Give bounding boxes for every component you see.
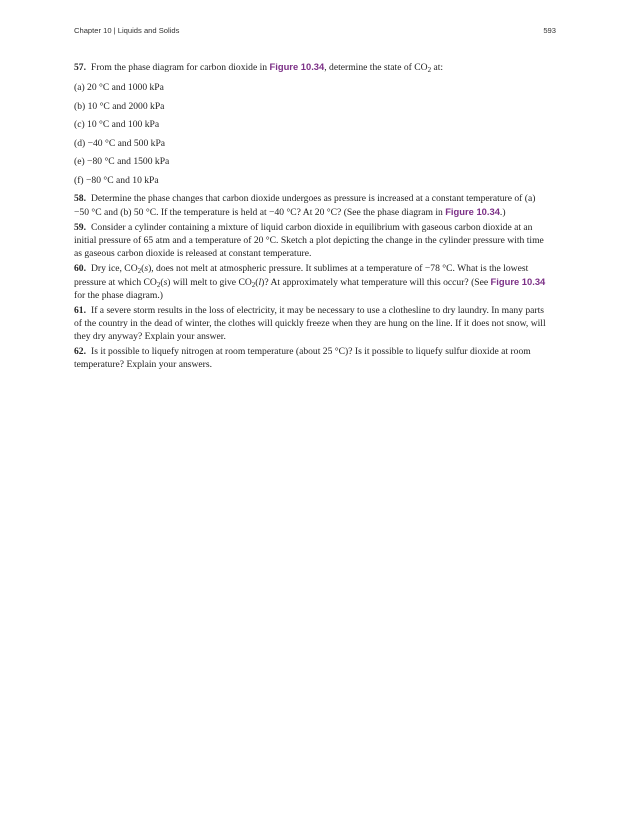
question-number: 62. [74, 346, 86, 357]
subscript: 2 [156, 281, 161, 289]
question-text: ) will melt to give CO [167, 277, 252, 288]
figure-link[interactable]: Figure 10.34 [269, 61, 325, 72]
question-61 [74, 304, 552, 343]
question-57-part-a: (a) 20 °C and 1000 kPa [74, 82, 164, 93]
question-text: for the phase diagram.) [74, 290, 163, 301]
question-57-part-e: (e) −80 °C and 1500 kPa [74, 156, 170, 167]
question-58 [74, 192, 552, 219]
state-symbol: s [163, 277, 168, 288]
page-number: 593 [543, 26, 556, 35]
page-content [74, 60, 552, 373]
state-symbol: l [258, 277, 262, 288]
chapter-title: Chapter 10 | Liquids and Solids [74, 26, 180, 35]
figure-link[interactable]: Figure 10.34 [445, 206, 500, 217]
question-57 [74, 60, 552, 74]
question-number: 58. [74, 193, 86, 204]
question-57-part-c: (c) 10 °C and 100 kPa [74, 119, 160, 130]
question-62 [74, 345, 552, 371]
question-59 [74, 221, 552, 260]
question-text: If a severe storm results in the loss of electricity, it may be necessary to use a clothesline to dry laundry. In many parts of the country in the dead of winter, the clothes will quickly freeze when they are hung on the line. If it does not snow, will they dry anyway? Explain your answer. [74, 305, 546, 342]
state-symbol: s [144, 263, 149, 274]
question-text: ( [255, 277, 259, 288]
figure-link[interactable]: Figure 10.34 [490, 276, 546, 287]
question-text: Is it possible to liquefy nitrogen at room temperature (about 25 °C)? Is it possible to liquefy sulfur dioxide at room temperature? Explain your answers. [74, 346, 531, 370]
question-57-part-f: (f) −80 °C and 10 kPa [74, 174, 159, 186]
question-text: Consider a cylinder containing a mixture of liquid carbon dioxide in equilibrium with gaseous carbon dioxide at an initial pressure of 65 atm and a temperature of 20 °C. Sketch a plot depicting the change in the cylinder pressure with time as gaseous carbon dioxide is released at constant temperature. [74, 222, 544, 259]
question-text: .) [499, 207, 506, 218]
question-text: ( [160, 277, 164, 288]
question-text: Determine the phase changes that carbon dioxide undergoes as pressure is increased at a constant temperature of (a) −50 °C and (b) 50 °C. If the temperature is held at −40 °C? At 20 °C? (See the phase diagram in [74, 193, 536, 218]
question-60 [74, 262, 552, 302]
question-text: )? At approximately what temperature will this occur? (See [261, 277, 491, 288]
question-text: ), does not melt at atmospheric pressure. It sublimes at a temperature of −78 °C. What is the lowest pressure at which CO [74, 263, 529, 288]
subscript: 2 [427, 66, 432, 74]
question-57-part-d: (d) −40 °C and 500 kPa [74, 137, 166, 149]
question-text: ( [141, 263, 145, 274]
question-57-part-b: (b) 10 °C and 2000 kPa [74, 100, 165, 112]
question-text: From the phase diagram for carbon dioxide in [91, 62, 268, 73]
question-text: at: [431, 62, 444, 73]
subscript: 2 [251, 281, 256, 289]
subscript: 2 [137, 267, 142, 275]
question-text: Dry ice, CO [91, 263, 138, 274]
question-number: 59. [74, 222, 86, 233]
question-number: 57. [74, 62, 86, 73]
question-number: 60. [74, 263, 86, 274]
page-header [74, 26, 556, 38]
question-number: 61. [74, 305, 86, 316]
question-text: , determine the state of CO [324, 62, 428, 73]
